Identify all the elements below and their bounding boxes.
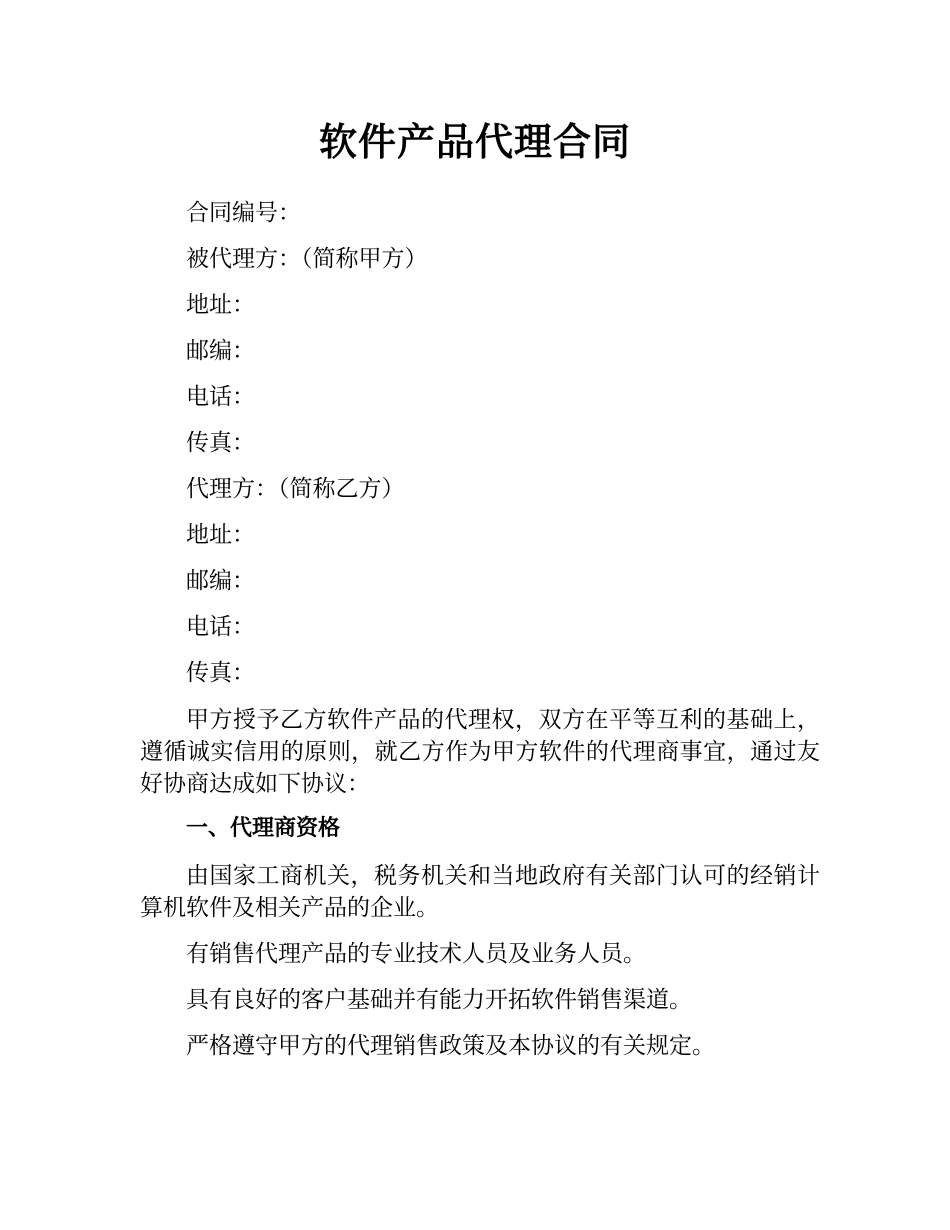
qualification-item-1: 由国家工商机关，税务机关和当地政府有关部门认可的经销计算机软件及相关产品的企业。 [140,863,820,921]
qualification-item-3: 具有良好的客户基础并有能力开拓软件销售渠道。 [186,987,692,1013]
intro-paragraph: 甲方授予乙方软件产品的代理权，双方在平等互利的基础上，遵循诚实信用的原则，就乙方作为甲方软件的代理商事宜，通过友好协商达成如下协议： [140,707,820,797]
document-body [140,198,820,1076]
field-agent-phone: 电话： [186,614,255,640]
field-agent-postcode: 邮编： [186,568,255,594]
field-principal-phone: 电话： [186,384,255,410]
field-principal-postcode: 邮编： [186,338,255,364]
field-agent-address: 地址： [186,522,255,548]
qualification-item-2: 有销售代理产品的专业技术人员及业务人员。 [186,941,646,967]
qualification-item-4: 严格遵守甲方的代理销售政策及本协议的有关规定。 [186,1033,715,1059]
section-heading-agent-qualification: 一、代理商资格 [186,816,341,841]
document-title: 软件产品代理合同 [318,120,631,164]
field-principal-fax: 传真： [186,430,255,456]
field-contract-number: 合同编号： [186,200,301,226]
field-principal-address: 地址： [186,292,255,318]
field-agent-party: 代理方：（简称乙方） [186,476,405,502]
field-principal-party: 被代理方：（简称甲方） [186,246,428,272]
field-agent-fax: 传真： [186,660,255,686]
